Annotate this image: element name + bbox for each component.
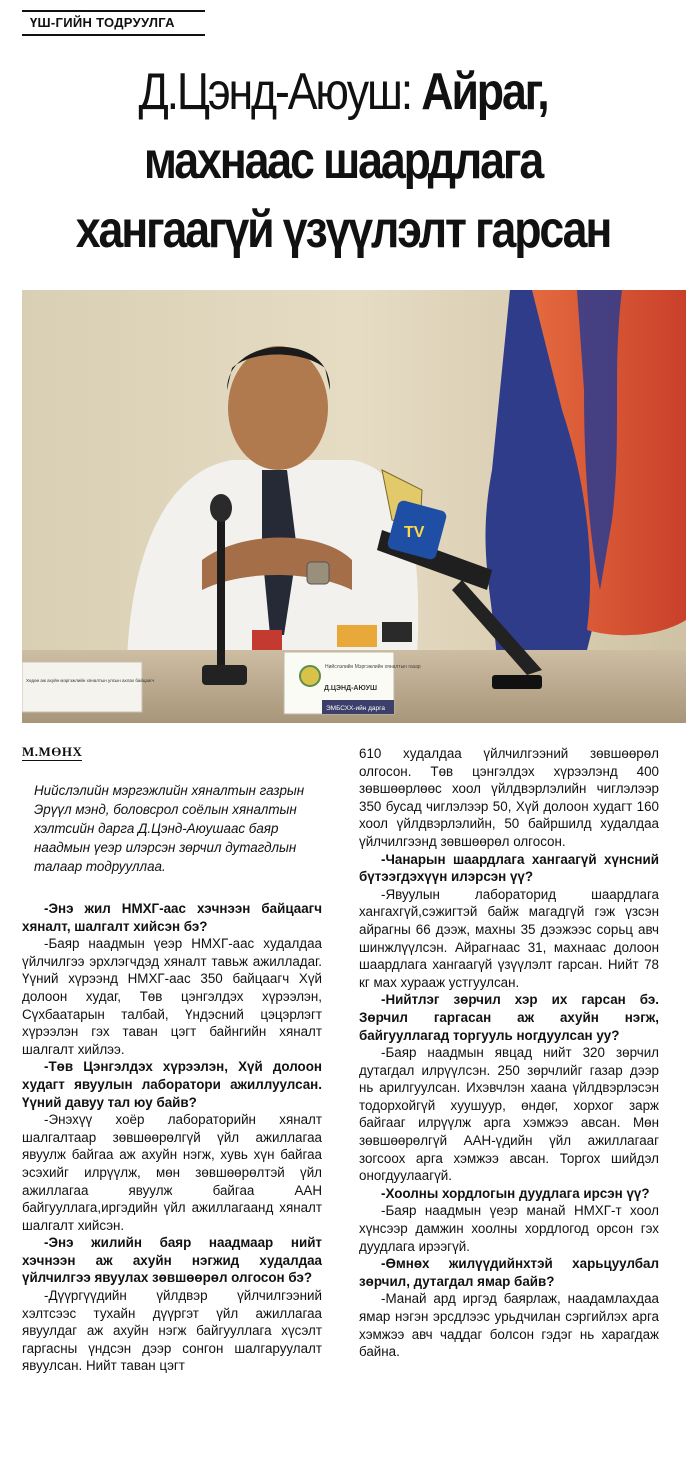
answer-5: -Баяр наадмын явцад нийт 320 зөрчил дутагдал илрүүлсэн. 250 зөрчлийг газар дээр нь арилгуулсан. Ихэвчлэн хаана үйлдвэрлэсэн тодорхойгүй хуушуур, өндөг, хорхог зарж байгааг илрүүлж арга хэмжээ авсан. Мөн зөвшөөрөлгүй ААН-үдийн үйл ажиллагааг зогсоох арга хэмжээ авсан. Торгох шийдэл оногдуулаагүй. <box>359 1045 659 1184</box>
section-rubric <box>22 10 205 36</box>
headline-line1: Айраг, <box>421 63 548 121</box>
answer-1: -Баяр наадмын үеэр НМХГ-аас худалдаа үйлчилгээ эрхлэгчдэд хяналт тавьж ажилладаг. Үүний хүрээнд НМХГ-аас 350 байцаагч Хүй долоон худаг, Төв цэнгэлдэх хүрээлэн, Сүхбаатарын талбай, Үндэсний цэцэрлэгт хүрээлэн гэх таван цэгт байнгийн хяналт шалгалт хийлээ. <box>22 936 322 1057</box>
article-photo <box>22 290 686 723</box>
left-placard <box>22 662 155 712</box>
answer-4: -Явуулын лабораторид шаардлага хангахгүй,сэжигтэй байж магадгүй гэж үзсэн айрагны 66 дээж, махны 35 дээжээс сорьц авч шинжлүүлсэн. Айрагнаас 31, махнаас долоон шаардлага хангаагүй үзүүлэлт гарсан. Нийт 78 кг мах хурааж устгуулсан. <box>359 886 659 990</box>
answer-2: -Энэхүү хоёр лабораторийн хяналт шалгалтаар зөвшөөрөлгүй үйл ажиллагаа явуулж байгаа аж ахуйн нэгж, хувь хүн байгаа эсэхийг илрүүлж, мөн зөвшөөрөлтэй үйл ажиллагаа явуулж байгаа ААН байгууллага,иргэдийн үйл ажиллагаанд хяналт шалгалт хийсэн. <box>22 1112 322 1233</box>
placard-org-text: Нийслэлийн Мэргэжлийн хяналтын газар <box>325 664 421 670</box>
author-byline: М.МӨНХ <box>22 744 83 759</box>
question-4: -Чанарын шаардлага хангаагүй хүнсний бүтээгдэхүүн илэрсэн үү? <box>359 851 659 885</box>
headline-line3: хангаагүй үзүүлэлт гарсан <box>75 201 611 259</box>
answer-7: -Манай ард иргэд баярлаж, наадамлахдаа ямар нэгэн эрсдлээс урьдчилан сэргийлэх арга хэмжээ авч чаддаг болсон гэдэг нь харагдаж байна. <box>359 1291 659 1360</box>
left-placard-text: Хөдөө аж ахуйн мэргэжлийн хяналтын улсын ахлах байцаагч <box>26 678 155 683</box>
article-lead: Нийслэлийн мэргэжлийн хяналтын газрын Эрүүл мэнд, боловсрол соёлын хяналтын хэлтсийн дарга Д.Цэнд-Аюушаас баяр наадмын үеэр илэрсэн зөрчил дутагдлын талаар тодрууллаа. <box>34 783 305 874</box>
placard-title-text: ЭМБСХХ-ийн дарга <box>326 705 385 712</box>
article-headline <box>57 58 630 265</box>
press-conference-photo <box>22 290 686 723</box>
article-column-left <box>22 775 322 1375</box>
question-3: -Энэ жилийн баяр наадмаар нийт хэчнээн аж ахуйн нэгжид худалдаа үйлчилгээ явуулах зөвшөөрөл олгосон бэ? <box>22 1235 322 1286</box>
question-1: -Энэ жил НМХГ-аас хэчнээн байцаагч хяналт, шалгалт хийсэн бэ? <box>22 901 322 934</box>
question-7: -Өмнөх жилүүдийнхтэй харьцуулбал зөрчил, дутагдал ямар байв? <box>359 1256 659 1289</box>
article-column-right <box>359 745 659 1361</box>
answer-3-part1: -Дүүргүүдийн үйлдвэр үйлчилгээний хэлтсээс тухайн дүүргэт үйл ажиллагаа явуулдаг аж ахуйн нэгж байгууллага хүсэлт гаргасны үндсэн дээр сонгон шалгаруулалт явуулсан. Нийт таван цэгт <box>22 1288 322 1374</box>
question-2: -Төв Цэнгэлдэх хүрээлэн, Хүй долоон худагт явуулын лаборатори ажиллуулсан. Үүний давуу тал юу байв? <box>22 1059 322 1110</box>
section-rubric-label: ҮШ-ГИЙН ТОДРУУЛГА <box>30 15 175 30</box>
question-5: -Нийтлэг зөрчил хэр их гарсан бэ. Зөрчил гаргасан аж ахуйн нэгж, байгууллагад торгууль ногдуулсан уу? <box>359 992 659 1043</box>
headline-line2: махнаас шаардлага <box>143 132 543 190</box>
flag <box>486 290 686 660</box>
question-6: -Хоолны хордлогын дуудлага ирсэн үү? <box>381 1185 650 1201</box>
answer-3-part2: 610 худалдаа үйлчилгээний зөвшөөрөл олгосон. Төв цэнгэлдэх хүрээлэнд 400 зөвшөөрлөөс хоол үйлдвэрлэлийн чиглэлээр 350 бусад чиглэлээр 50, Хүй долоон худагт 160 хоол үйлдвэрлэлийн, 50 байршилд худалдаа үйлчилгээнд зөвшөөрөл олгосон. <box>359 746 659 849</box>
answer-6: -Баяр наадмын үеэр манай НМХГ-т хоол хүнсээр дамжин хоолны хордлогод орсон гэх дуудлага ирээгүй. <box>359 1203 659 1254</box>
placard-name-text: Д.ЦЭНД-АЮУШ <box>324 685 378 692</box>
headline-interviewee-name: Д.Цэнд-Аюуш: <box>138 63 412 121</box>
tv-mic-label: TV <box>404 524 425 541</box>
